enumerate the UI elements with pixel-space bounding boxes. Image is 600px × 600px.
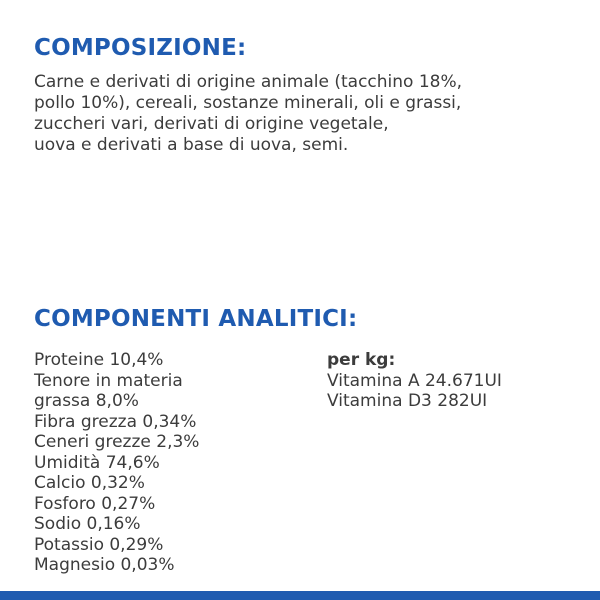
nutrient-item: grassa 8,0%: [34, 391, 139, 411]
nutrient-item: Fibra grezza 0,34%: [34, 411, 197, 432]
composition-line: uova e derivati a base di uova, semi.: [34, 135, 349, 155]
nutrient-item: Calcio 0,32%: [34, 473, 145, 493]
vitamin-item: Vitamina A 24.671UI: [327, 370, 502, 391]
nutrient-item: Potassio 0,29%: [34, 534, 164, 555]
nutrient-item: Umidità 74,6%: [34, 452, 160, 473]
nutrient-item: Proteine 10,4%: [34, 350, 164, 370]
composition-line: pollo 10%), cereali, sostanze minerali, oli e grassi,: [34, 93, 462, 113]
nutrient-item: Magnesio 0,03%: [34, 555, 175, 575]
vitamin-item: Vitamina D3 282UI: [327, 391, 488, 411]
nutrient-item: Sodio 0,16%: [34, 514, 141, 534]
analytics-heading: COMPONENTI ANALITICI:: [34, 306, 358, 332]
composition-heading: COMPOSIZIONE:: [34, 35, 247, 61]
footer-bar: [0, 591, 600, 600]
composition-line: Carne e derivati di origine animale (tacchino 18%,: [34, 72, 463, 92]
nutrient-item: Ceneri grezze 2,3%: [34, 432, 200, 452]
nutrient-item: Tenore in materia: [34, 370, 183, 391]
nutrient-list: [34, 350, 199, 576]
composition-line: zuccheri vari, derivati di origine vegetale,: [34, 114, 389, 134]
per-kg-title: per kg:: [327, 350, 396, 370]
composition-text: [34, 72, 574, 156]
nutrient-item: Fosforo 0,27%: [34, 493, 156, 514]
per-kg-list: [327, 350, 502, 412]
